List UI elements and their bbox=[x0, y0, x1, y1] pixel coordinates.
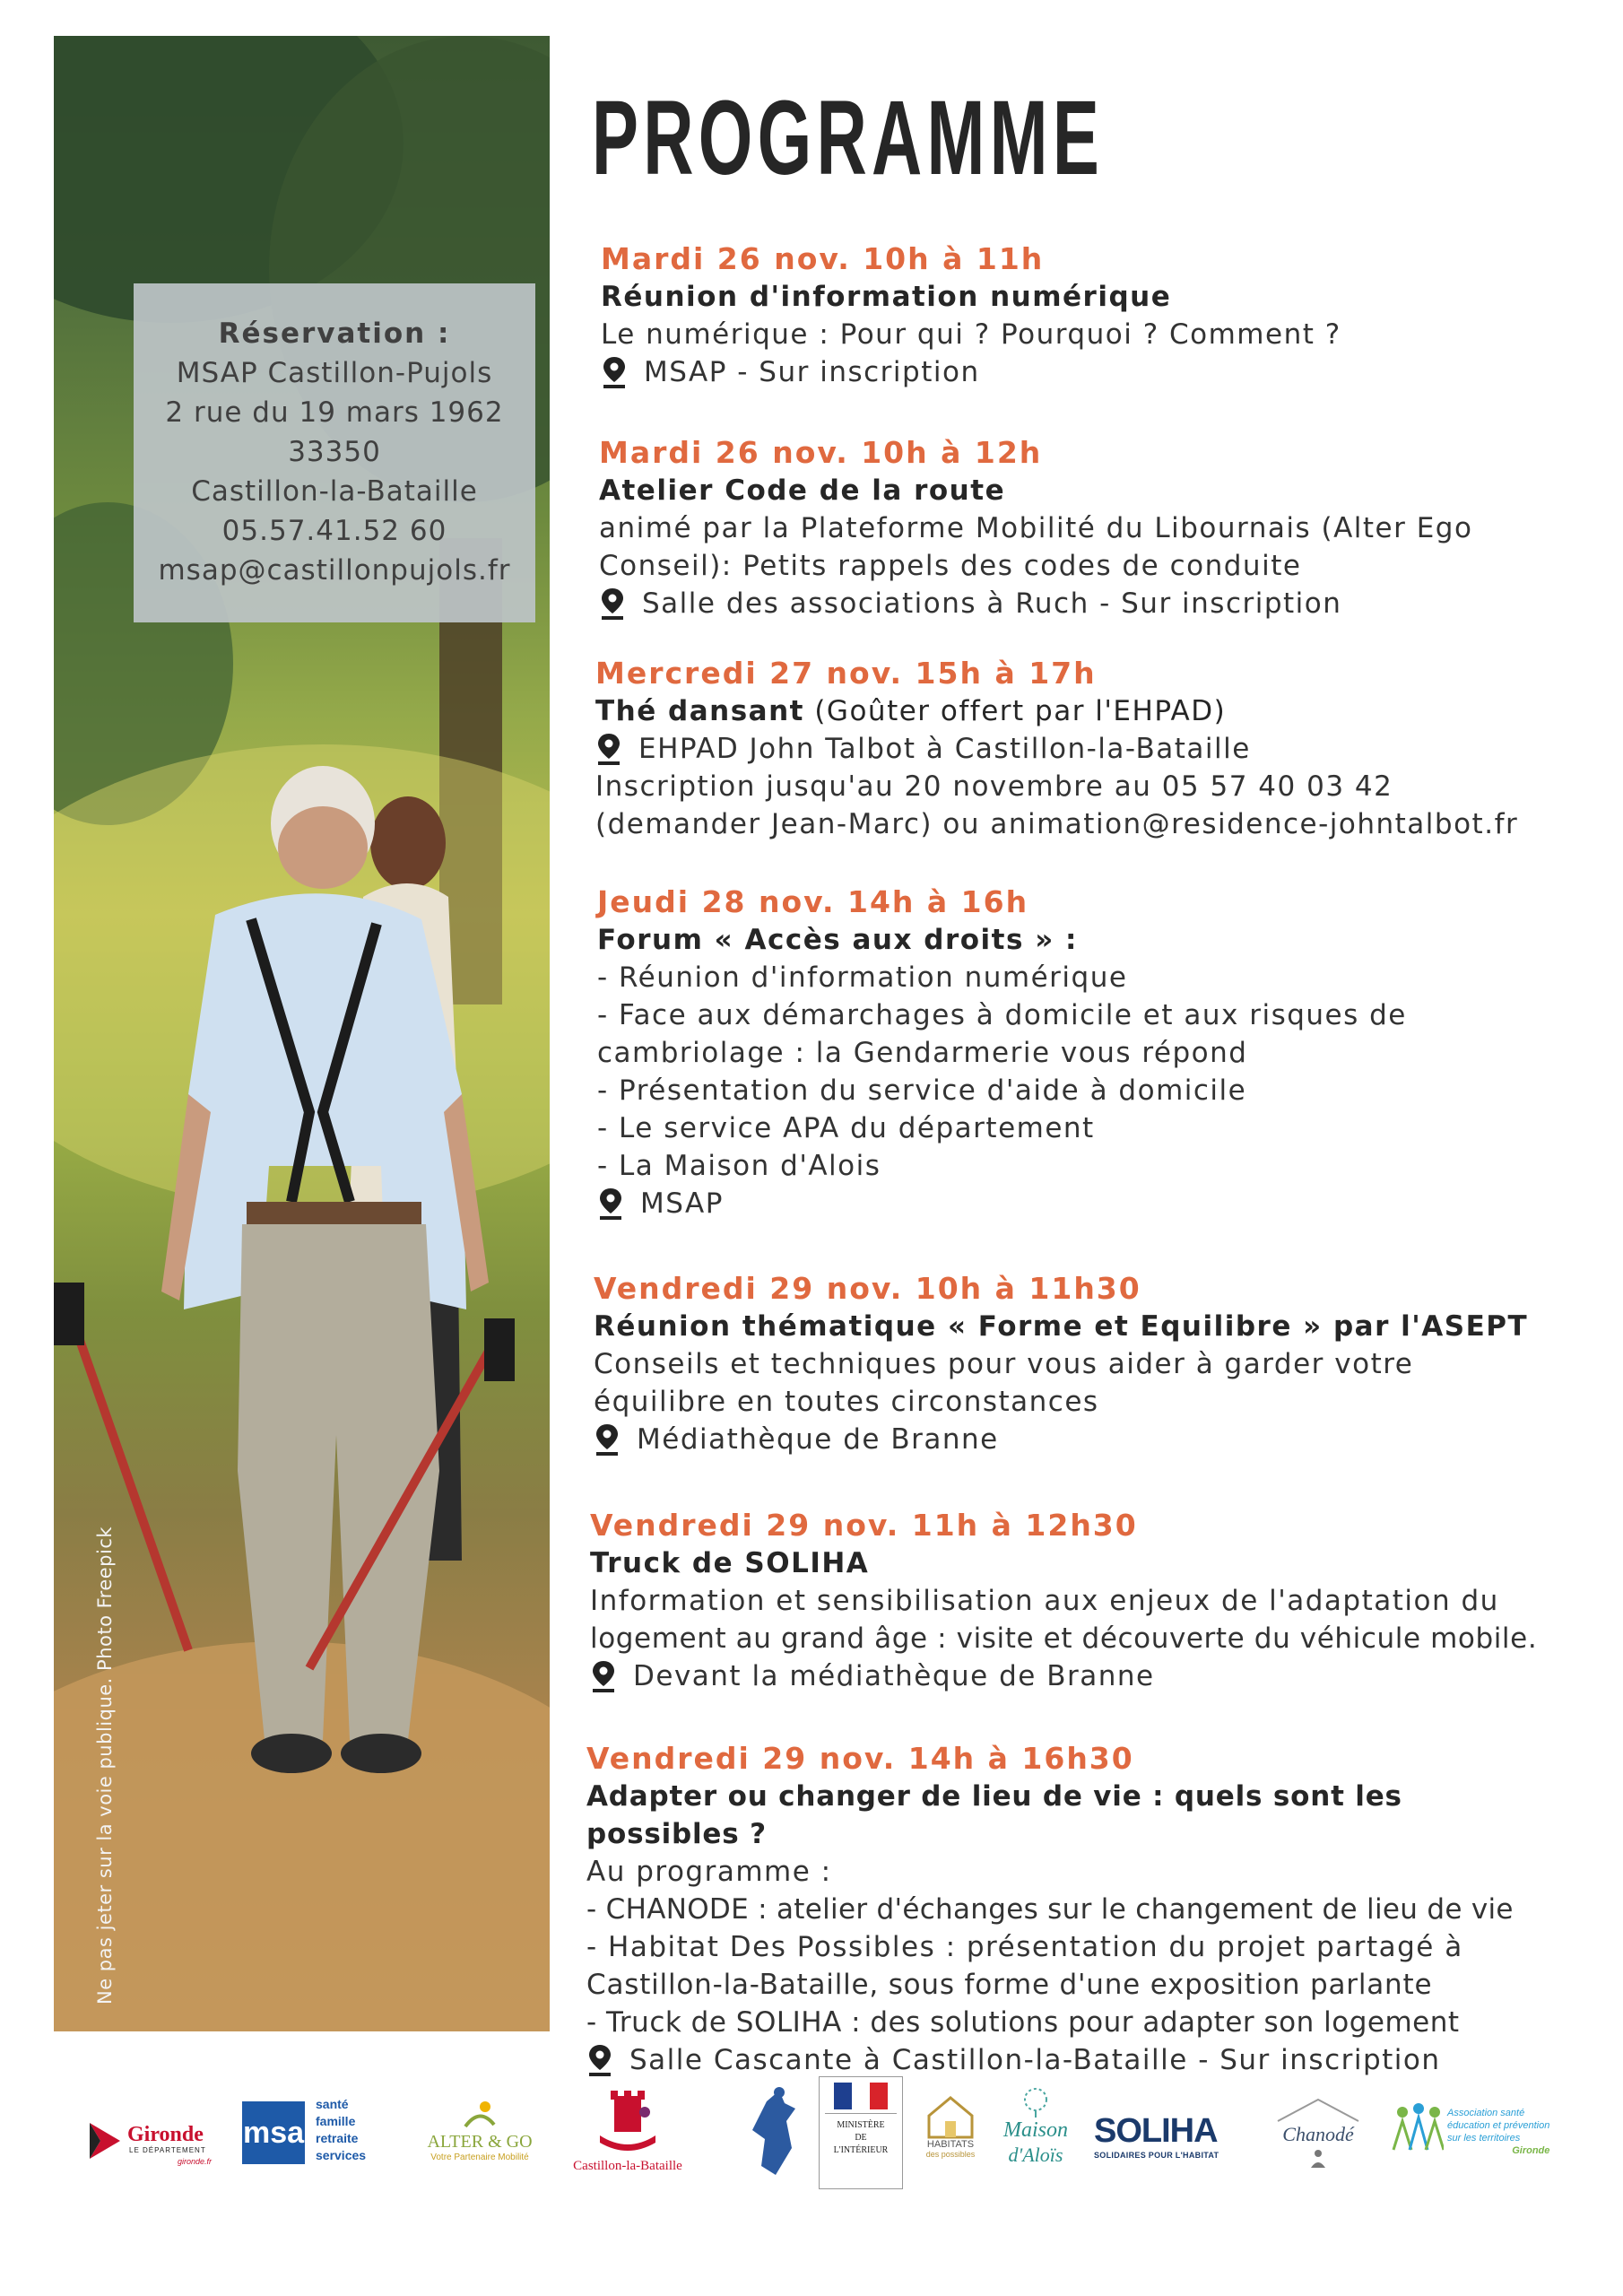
event-location-text: Salle Cascante à Castillon-la-Bataille - Sur inscription bbox=[629, 2044, 1441, 2076]
event-location-text: MSAP - Sur inscription bbox=[644, 356, 980, 388]
soliha-tag: SOLIDAIRES POUR L'HABITAT bbox=[1094, 2151, 1219, 2160]
event-7 bbox=[586, 1740, 1537, 2079]
event-name: Adapter ou changer de lieu de vie : quels sont les possibles ? bbox=[586, 1780, 1402, 1850]
event-location-text: Médiathèque de Branne bbox=[637, 1423, 999, 1456]
event-4 bbox=[597, 883, 1548, 1222]
msa-logo bbox=[242, 2094, 395, 2184]
page-title: PROGRAMME bbox=[592, 79, 1105, 197]
event-description: Inscription jusqu'au 20 novembre au 05 57 40 03 42 bbox=[595, 770, 1393, 803]
alter-go-tag: Votre Partenaire Mobilité bbox=[430, 2152, 529, 2162]
event-description: - Face aux démarchages à domicile et aux risques de bbox=[597, 999, 1407, 1031]
event-description: cambriolage : la Gendarmerie vous répond bbox=[597, 1037, 1248, 1069]
event-description: - Habitat Des Possibles : présentation du projet partagé à bbox=[586, 1931, 1463, 1963]
event-location bbox=[597, 1185, 1548, 1222]
event-location-text: MSAP bbox=[640, 1187, 724, 1220]
event-location bbox=[594, 1421, 1544, 1458]
maison-alois-logo bbox=[995, 2085, 1076, 2196]
event-description: Au programme : bbox=[586, 1856, 832, 1888]
asept-people-icon bbox=[1390, 2103, 1444, 2153]
castillon-logo bbox=[556, 2087, 699, 2186]
event-description: Conseil): Petits rappels des codes de conduite bbox=[599, 550, 1302, 582]
castillon-tower-icon bbox=[596, 2087, 659, 2159]
event-name: Atelier Code de la route bbox=[599, 474, 1006, 507]
event-date: Mercredi 27 nov. 15h à 17h bbox=[595, 656, 1097, 691]
figure-silhouette-icon bbox=[740, 2085, 812, 2184]
event-date: Vendredi 29 nov. 10h à 11h30 bbox=[594, 1271, 1141, 1306]
asept-logo bbox=[1390, 2103, 1569, 2184]
alter-go-mark-icon bbox=[462, 2098, 498, 2130]
event-location bbox=[586, 2041, 1537, 2079]
event-description: Castillon-la-Bataille, sous forme d'une exposition parlante bbox=[586, 1969, 1433, 2001]
maison-alois-line: Maison bbox=[1003, 2118, 1068, 2142]
event-description: - CHANODE : atelier d'échanges sur le changement de lieu de vie bbox=[586, 1893, 1514, 1926]
location-pin-icon bbox=[594, 1422, 621, 1457]
event-date: Vendredi 29 nov. 14h à 16h30 bbox=[586, 1741, 1134, 1776]
msa-line: santé bbox=[316, 2097, 349, 2111]
house-icon bbox=[925, 2094, 976, 2139]
event-description: Le numérique : Pour qui ? Pourquoi ? Comment ? bbox=[601, 318, 1341, 351]
location-pin-icon bbox=[597, 1187, 624, 1221]
event-date: Mardi 26 nov. 10h à 12h bbox=[599, 435, 1043, 470]
event-location-text: Devant la médiathèque de Branne bbox=[633, 1660, 1155, 1692]
event-description: animé par la Plateforme Mobilité du Libournais (Alter Ego bbox=[599, 512, 1473, 544]
habitats-line: des possibles bbox=[925, 2150, 976, 2159]
event-location bbox=[599, 585, 1549, 622]
soliha-name: SOLIHA bbox=[1094, 2112, 1218, 2150]
event-5 bbox=[594, 1270, 1544, 1458]
gironde-mark-icon bbox=[88, 2121, 122, 2161]
ministere-logo bbox=[819, 2076, 903, 2189]
event-description: (demander Jean-Marc) ou animation@residence-johntalbot.fr bbox=[595, 808, 1519, 840]
msa-line: famille bbox=[316, 2114, 356, 2128]
event-description: - Truck de SOLIHA : des solutions pour adapter son logement bbox=[586, 2006, 1460, 2039]
event-date: Jeudi 28 nov. 14h à 16h bbox=[597, 884, 1029, 919]
location-pin-icon bbox=[595, 732, 622, 766]
reservation-address-line: MSAP Castillon-Pujols bbox=[176, 357, 493, 389]
alter-go-name: ALTER & GO bbox=[427, 2132, 533, 2152]
reservation-email: msap@castillonpujols.fr bbox=[158, 554, 511, 587]
event-2 bbox=[599, 434, 1549, 622]
gironde-sub: LE DÉPARTEMENT bbox=[129, 2146, 206, 2154]
maison-alois-line: d'Aloïs bbox=[1008, 2144, 1063, 2166]
french-flag-icon bbox=[834, 2083, 888, 2109]
event-name: Réunion d'information numérique bbox=[601, 281, 1172, 313]
event-date: Vendredi 29 nov. 11h à 12h30 bbox=[590, 1508, 1138, 1543]
event-6 bbox=[590, 1507, 1541, 1695]
reservation-title: Réservation : bbox=[218, 317, 451, 350]
habitats-logo bbox=[915, 2094, 986, 2184]
location-pin-icon bbox=[599, 587, 626, 621]
event-3 bbox=[595, 655, 1546, 843]
photo-credit: Ne pas jeter sur la voie publique. Photo Freepick bbox=[94, 1526, 116, 2005]
hero-photo bbox=[54, 36, 550, 2031]
reservation-address-line: Castillon-la-Bataille bbox=[191, 475, 478, 508]
ministere-line: DE bbox=[855, 2133, 867, 2143]
ministere-line: MINISTÈRE bbox=[837, 2120, 885, 2130]
asept-line: sur les territoires bbox=[1447, 2133, 1521, 2144]
alter-go-logo bbox=[412, 2094, 547, 2184]
dandelion-icon bbox=[1018, 2085, 1054, 2118]
msa-mark: msa bbox=[242, 2101, 305, 2164]
gironde-name: Gironde bbox=[127, 2123, 204, 2146]
reservation-address-line: 33350 bbox=[288, 436, 381, 468]
event-description: équilibre en toutes circonstances bbox=[594, 1386, 1099, 1418]
reservation-box bbox=[134, 283, 535, 622]
event-description: - Le service APA du département bbox=[597, 1112, 1095, 1144]
chanode-name: Chanodé bbox=[1282, 2123, 1354, 2145]
location-pin-icon bbox=[601, 355, 628, 389]
habitats-line: HABITATS bbox=[926, 2139, 975, 2150]
asept-line: éducation et prévention bbox=[1447, 2120, 1550, 2131]
msa-line: services bbox=[316, 2148, 367, 2162]
event-location bbox=[590, 1657, 1541, 1695]
ministere-line: L'INTÉRIEUR bbox=[833, 2145, 889, 2155]
reservation-address-line: 2 rue du 19 mars 1962 bbox=[165, 396, 504, 429]
event-description: Conseils et techniques pour vous aider à garder votre bbox=[594, 1348, 1414, 1380]
event-description: - Présentation du service d'aide à domicile bbox=[597, 1074, 1247, 1107]
chanode-logo bbox=[1264, 2096, 1372, 2186]
event-description: logement au grand âge : visite et découverte du véhicule mobile. bbox=[590, 1622, 1538, 1655]
event-name-note: (Goûter offert par l'EHPAD) bbox=[803, 695, 1227, 727]
event-date: Mardi 26 nov. 10h à 11h bbox=[601, 241, 1045, 276]
castillon-name: Castillon-la-Bataille bbox=[573, 2159, 682, 2173]
event-location-text: EHPAD John Talbot à Castillon-la-Bataille bbox=[638, 733, 1251, 765]
event-1 bbox=[601, 240, 1551, 391]
asept-line: Gironde bbox=[1512, 2145, 1550, 2156]
roof-icon bbox=[1269, 2096, 1367, 2123]
event-description: Information et sensibilisation aux enjeux de l'adaptation du bbox=[590, 1585, 1499, 1617]
location-pin-icon bbox=[590, 1659, 617, 1693]
event-name bbox=[595, 692, 1546, 730]
location-pin-icon bbox=[586, 2043, 613, 2077]
event-name-main: Thé dansant bbox=[595, 695, 804, 727]
reservation-phone: 05.57.41.52 60 bbox=[221, 515, 447, 547]
event-location-text: Salle des associations à Ruch - Sur inscription bbox=[642, 587, 1342, 620]
asept-line: Association santé bbox=[1447, 2108, 1525, 2118]
person-icon bbox=[1305, 2148, 1332, 2170]
event-location bbox=[601, 353, 1551, 391]
event-description: - La Maison d'Alois bbox=[597, 1150, 881, 1182]
event-name: Truck de SOLIHA bbox=[590, 1547, 870, 1579]
event-name: Forum « Accès aux droits » : bbox=[597, 924, 1078, 956]
partner-logos bbox=[81, 2076, 1569, 2202]
soliha-logo bbox=[1094, 2112, 1237, 2166]
event-description: - Réunion d'information numérique bbox=[597, 961, 1128, 994]
event-name: Réunion thématique « Forme et Equilibre » par l'ASEPT bbox=[594, 1310, 1529, 1343]
event-location bbox=[595, 730, 1546, 768]
gironde-tag: gironde.fr bbox=[178, 2157, 213, 2166]
msa-line: retraite bbox=[316, 2131, 359, 2145]
